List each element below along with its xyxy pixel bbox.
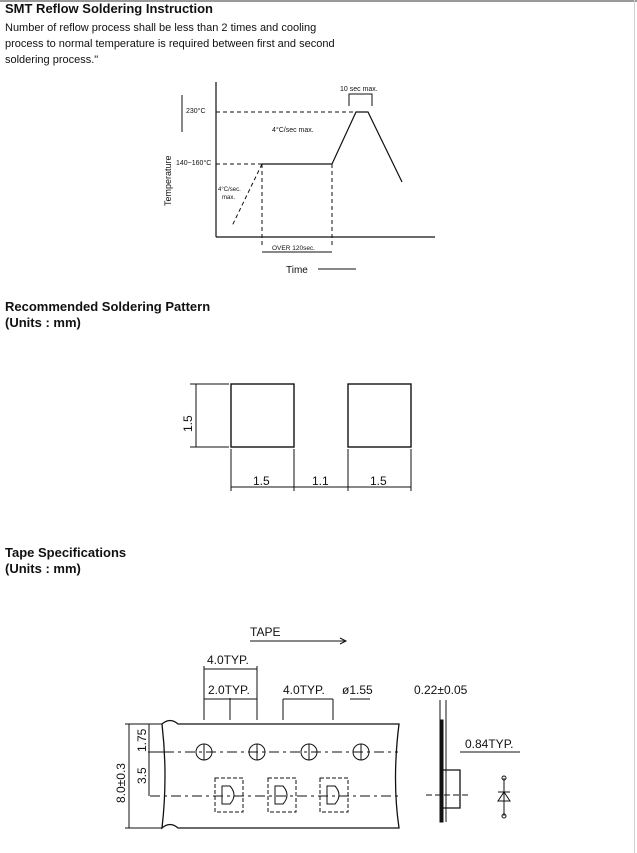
cool-rate-line1: 4°C/sec.: [218, 187, 241, 193]
x-axis-label: Time: [286, 265, 308, 276]
ramp-rate-label: 4°C/sec max.: [272, 127, 314, 134]
pattern-units: (Units : mm): [5, 315, 81, 330]
pocket-pitch-label: 4.0TYP.: [283, 683, 325, 697]
pad-height-label: 1.5: [181, 415, 195, 432]
y-axis-label: Temperature: [163, 155, 173, 206]
soak-time-label: OVER 120sec.: [272, 245, 315, 252]
tape-width-label: 8.0±0.3: [114, 763, 128, 803]
tape-side-carrier: [440, 720, 443, 822]
edge-distance-label: 1.75: [135, 728, 149, 752]
tape-body: [162, 721, 399, 829]
pocket-1: [215, 778, 243, 812]
pocket-2: [268, 778, 296, 812]
right-pad: [348, 384, 411, 447]
tape-direction-label: TAPE: [250, 625, 281, 639]
cool-rate-line2: max.: [222, 195, 236, 201]
reflow-paragraph: Number of reflow process shall be less than 2 times and cooling process to normal temperature is required between first and second soldering process.": [5, 22, 335, 66]
pocket-3: [320, 778, 348, 812]
tape-thickness-label: 0.22±0.05: [414, 683, 468, 697]
hole-diameter-label: ø1.55: [342, 683, 373, 697]
center-distance-label: 3.5: [135, 767, 149, 784]
soak-temp-label: 140~160°C: [176, 160, 212, 167]
peak-time-label: 10 sec max.: [340, 86, 378, 93]
tape-heading: Tape Specifications: [5, 545, 127, 560]
led-part-3: [327, 786, 339, 804]
tape-diagram: [125, 638, 520, 828]
peak-time-bracket: [349, 94, 372, 106]
pocket-depth-label: 0.84TYP.: [465, 737, 514, 751]
reflow-heading: SMT Reflow Soldering Instruction: [5, 1, 213, 16]
cooling-ramp-guide: [232, 164, 262, 226]
reflow-profile-diagram: [182, 82, 435, 269]
led-part-1: [222, 786, 234, 804]
pad-gap-label: 1.1: [312, 474, 329, 488]
peak-temp-label: 230°C: [186, 108, 206, 115]
tape-units: (Units : mm): [5, 561, 81, 576]
pattern-heading: Recommended Soldering Pattern: [5, 299, 211, 314]
right-pad-width-label: 1.5: [370, 474, 387, 488]
cool-rate-label: [218, 187, 242, 201]
left-pad: [231, 384, 294, 447]
pitch-outer-label: 4.0TYP.: [207, 653, 249, 667]
led-part-2: [275, 786, 287, 804]
left-pad-width-label: 1.5: [253, 474, 270, 488]
pitch-inner-label: 2.0TYP.: [208, 683, 250, 697]
